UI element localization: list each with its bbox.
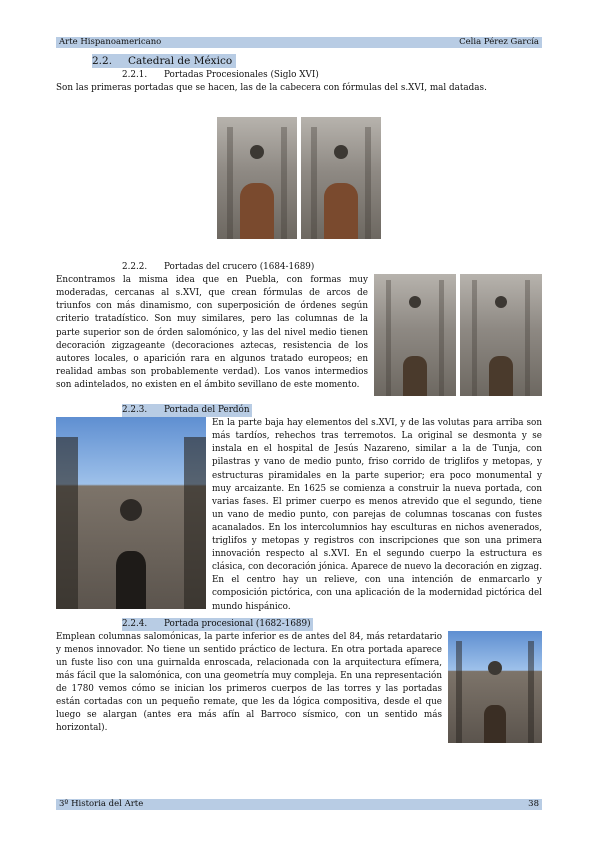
page-number: 38 <box>528 799 539 809</box>
section-number: 2.2. <box>92 55 113 67</box>
photo-portada-crucero-2 <box>460 274 542 396</box>
subsection-heading-1: 2.2.1. Portadas Procesionales (Siglo XVI) <box>122 70 319 81</box>
header-right: Celia Pérez García <box>459 37 539 47</box>
photo-portada-perdon <box>56 417 206 609</box>
subsection-heading-4: 2.2.4. Portada procesional (1682-1689) <box>122 618 311 629</box>
photo-portada-procesional-1 <box>217 117 297 239</box>
subsection-heading-3: 2.2.3. Portada del Perdón <box>122 405 250 416</box>
page-header <box>56 37 542 48</box>
figure-crucero <box>374 274 542 396</box>
figure-procesional <box>448 631 542 743</box>
photo-portada-procesional-1682 <box>448 631 542 743</box>
subsection-text-1: Son las primeras portadas que se hacen, las de la cabecera con fórmulas del s.XVI, mal datadas. <box>56 83 487 94</box>
figure-perdon <box>56 417 206 609</box>
subsection-text-4: Emplean columnas salomónicas, la parte inferior es de antes del 84, más retardatario y menos innovador. No tiene un sentido práctico de lectura. En otra portada aparece un fuste liso con una guirnalda enroscada, relacionada con la arquitectura efímera, más fácil que la salomónica, con una geometría muy compleja. En una representación de 1780 vemos cómo se inician los primeros cuerpos de las torres y las portadas están cortadas con un pequeño remate, que les da lógica compositiva, desde el que luego se alargan (antes era más afín al Barroco sísmico, con un sentido más horizontal). <box>56 631 442 734</box>
subsection-block-4 <box>56 631 542 747</box>
subsection-block-2 <box>56 274 542 400</box>
photo-portada-crucero-1 <box>374 274 456 396</box>
section-heading <box>56 54 542 69</box>
footer-left: 3º Historia del Arte <box>59 799 144 809</box>
subsection-block-3 <box>56 417 542 613</box>
subsection-heading-2: 2.2.2. Portadas del crucero (1684-1689) <box>122 262 315 273</box>
subsection-text-2: Encontramos la misma idea que en Puebla, con formas muy moderadas, cercanas al s.XVI, que crean fórmulas de arcos de triunfos con más dinamismo, con superposición de órdenes según criterio tratadístico. Son muy similares, pero las columnas de la parte superior son de órden salomónico, y las del nivel medio tienen decoración zigzageante (decoraciones aztecas, resistencia de los autores locales, o aparición rara en algunos tratado europeos; en realidad ambas son probablemente verdad). Los vanos intermedios son adintelados, no existen en el ámbito sevillano de este momento. <box>56 275 368 390</box>
page-footer <box>56 799 542 810</box>
photo-portada-procesional-2 <box>301 117 381 239</box>
document-body <box>56 54 542 747</box>
section-title: Catedral de México <box>128 55 233 67</box>
header-left: Arte Hispanoamericano <box>59 37 162 47</box>
figure-procesionales <box>56 117 542 239</box>
subsection-text-3: En la parte baja hay elementos del s.XVI, y de las volutas para arriba son más tardíos, rehechos tras terremotos. La original se desmonta y se instala en el hospital de Jesús Nazareno, similar a la de Tunja, con pilastras y vano de medio punto, friso corrido de triglifos y metopas, y estructuras piramidales en la parte superior; era poco monumental y muy arcaizante. En 1625 se comienza a construir la nueva portada, con varias fases. El primer cuerpo es menos atrevido que el segundo, tiene un vano de medio punto, con parejas de columnas toscanas con fustes acanalados. En los intercolumnios hay esculturas en nichos avenerados, triglifos y metopas y registros con inscripciones que son una primera innovación respecto al s.XVI. En el segundo cuerpo la estructura es clásica, con decoración jónica. Aparece de nuevo la decoración en zigzag. En el centro hay un relieve, con una intención de enmarcarlo y composición pictórica, con una aplicación de la modernidad pictórica del mundo hispánico. <box>212 418 542 612</box>
